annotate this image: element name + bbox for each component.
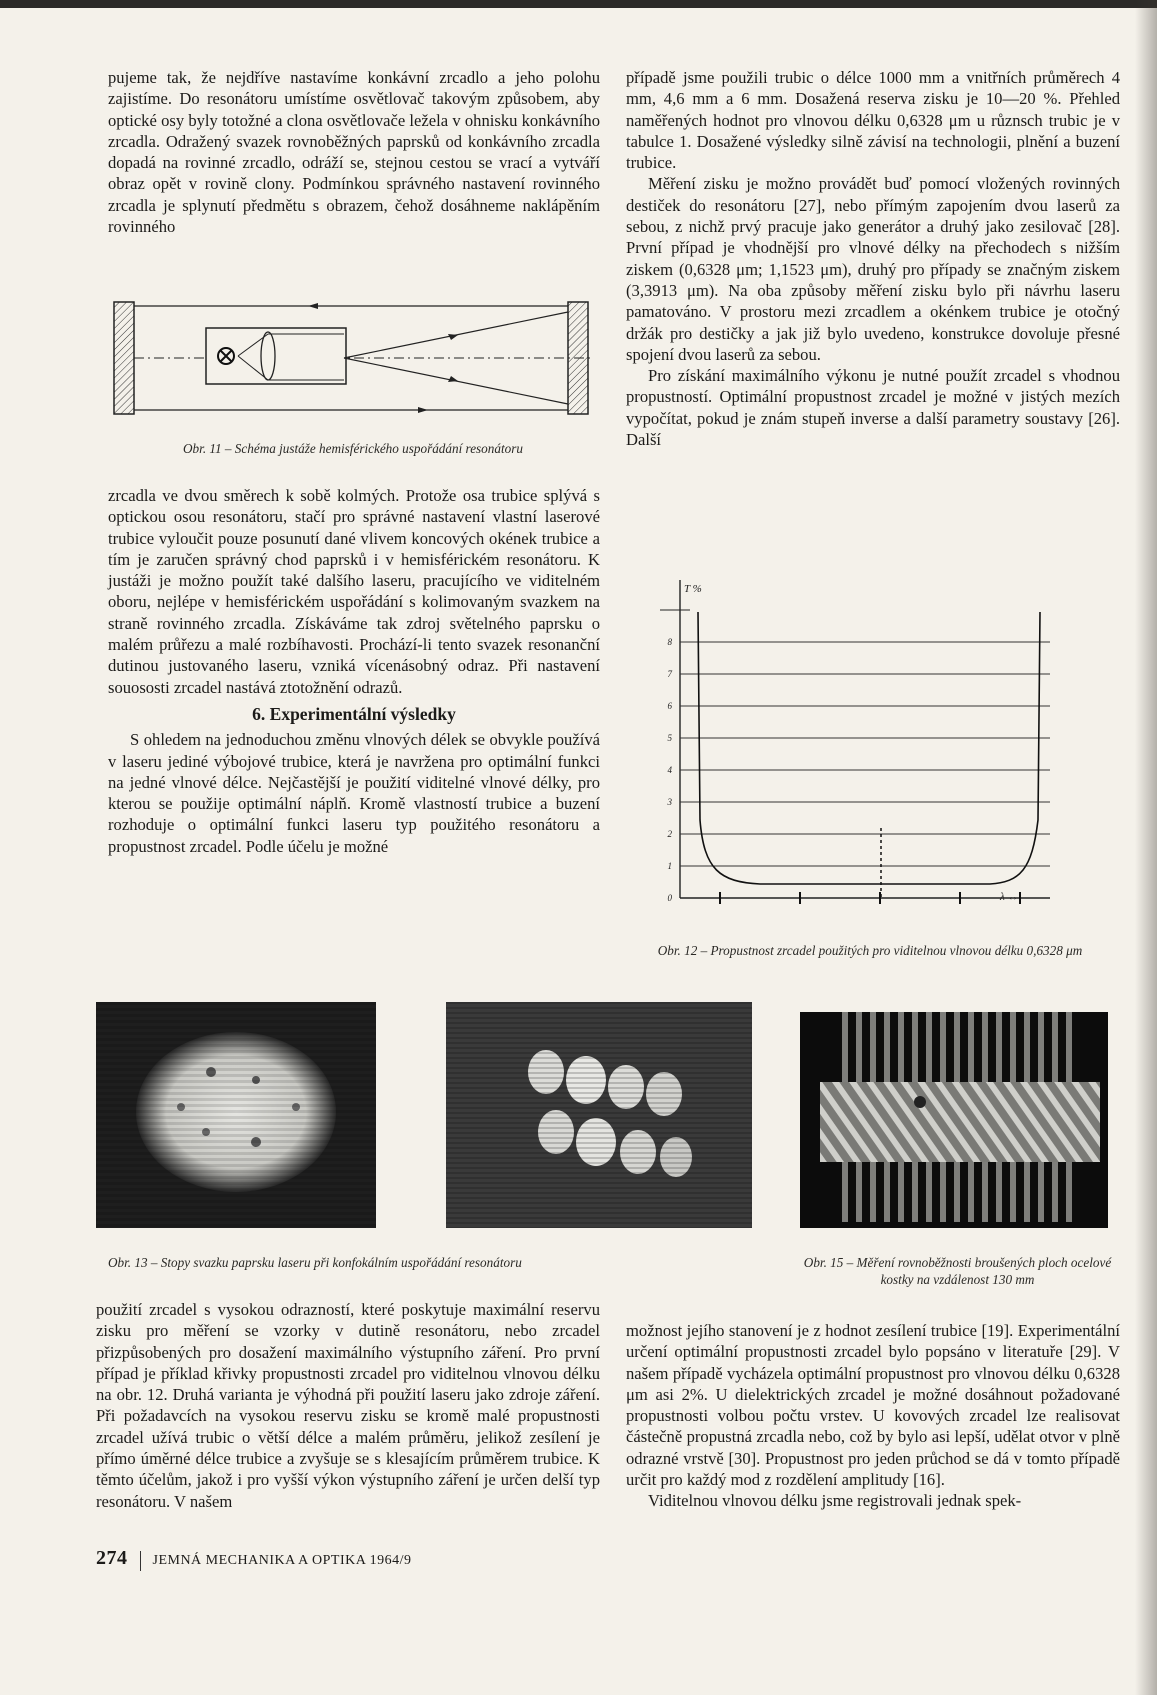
y-tick-label: 3 <box>667 797 672 807</box>
lens <box>261 332 275 380</box>
scan-top-edge <box>0 0 1157 8</box>
figure-13-photo-left <box>96 1002 376 1228</box>
paragraph: Pro získání maximálního výkonu je nutné použít zrcadel s vhodnou propustností. Optimální propustnost zrcadel je možné v jistých mezích vypočítat, pokud je znám stupeň inverse a další parametry soustavy [26]. Další <box>626 366 1120 450</box>
page-number: 274 <box>96 1547 128 1569</box>
figure-11-schematic <box>108 292 598 432</box>
figure-15-photo <box>800 1012 1108 1228</box>
paragraph: S ohledem na jednoduchou změnu vlnových délek se obvykle používá v laseru jediné výbojové trubice, která je navržena pro optimální funkci na jedné vlnové délce. Nejčastější je použití viditelné vlnové délky, pro kterou se použije optimální náplň. Kromě vlastností trubice a buzení rozhoduje o optimální funkci laseru typ použitého resonátoru a propustnost zrcadel. Podle účelu je možné <box>108 730 600 856</box>
figure-12-chart <box>660 570 1070 928</box>
y-tick-label: 8 <box>667 637 672 647</box>
figure-13-caption: Obr. 13 – Stopy svazku paprsku laseru při konfokálním uspořádání resonátoru <box>108 1255 522 1270</box>
transmission-curve <box>698 612 1040 884</box>
y-tick-label: 0 <box>667 893 672 903</box>
paragraph: možnost jejího stanovení je z hodnot zesílení trubice [19]. Experimentální určení optimální propustnosti zrcadel bylo popsáno v literatuře [29]. V našem případě vycházela optimální propustnost pro vlnovou délku 0,6328 μm asi 2%. U dielektrických zrcadel je možné dosáhnout požadované propustnosti volbou počtu vrstev. U kovových zrcadel lze realisovat částečně propustná zrcadla nebo, což by bylo asi lepší, udělat otvor v plně odrazné vrstvě [30]. Propustnost pro jeden průchod se dá v tomto případě určit pro každý mod z rozdělení amplitudy [16]. <box>626 1321 1120 1490</box>
y-tick-label: 2 <box>667 829 672 839</box>
y-tick-label: 7 <box>667 669 672 679</box>
paragraph: zrcadla ve dvou směrech k sobě kolmých. Protože osa trubice splývá s optickou osou resonátoru, stačí pro správné nastavení vlastní laserové trubice vyloučit pouze posunutí dané vlivem koncových okének trubice a tím je zaručen správný chod paprsků i v hemisférickém resonátoru. K justáži je možno použít také dalšího laseru, pracujícího ve viditelném oboru, nejlépe v hemisférickém uspořádání s kolimovaným svazkem na straně rovinného zrcadla. Získáváme tak zdroj světelného paprsku o malém průřezu a malé rozbíhavosti. Prochází-li tento svazek resonanční dutinou justovaného laseru, vzniká vícenásobný odraz. Při nastavení souososti zrcadel nastává ztotožnění odrazů. <box>108 486 600 697</box>
plane-mirror <box>114 302 134 414</box>
y-axis-label: T % <box>684 583 702 595</box>
page-footer <box>96 1547 411 1571</box>
paragraph: pujeme tak, že nejdříve nastavíme konkávní zrcadlo a jeho polohu zajistíme. Do resonátoru umístíme osvětlovač takovým způsobem, aby optické osy byly totožné a clona osvětlovače ležela v ohnisku konkávního zrcadla. Odražený svazek rovnoběžných paprsků od konkávního zrcadla dopadá na rovinné zrcadlo, odráží se, stejnou cestou se vrací a vytváří obraz opět v rovině clony. Podmínkou správného nastavení rovinného zrcadla je splynutí předmětu s obrazem, čehož dosáhneme naklápěním rovinného <box>108 68 600 237</box>
y-tick-label: 1 <box>667 861 672 871</box>
column-left-middle <box>108 485 600 857</box>
figure-15-caption: Obr. 15 – Měření rovnoběžnosti broušených ploch ocelové kostky na vzdálenost 130 mm <box>803 1255 1112 1287</box>
column-left-top <box>108 67 600 237</box>
paragraph: Viditelnou vlnovou délku jsme registrovali jednak spek- <box>648 1491 1022 1511</box>
column-left-bottom <box>96 1299 600 1512</box>
journal-name: JEMNÁ MECHANIKA A OPTIKA 1964/9 <box>152 1553 412 1568</box>
section-heading: 6. Experimentální výsledky <box>252 703 456 724</box>
y-tick-label: 6 <box>667 701 672 711</box>
y-tick-label: 5 <box>667 733 672 743</box>
figure-12-caption: Obr. 12 – Propustnost zrcadel použitých pro viditelnou vlnovou délku 0,6328 μm <box>657 943 1083 958</box>
figure-11-caption: Obr. 11 – Schéma justáže hemisférického uspořádání resonátoru <box>183 441 523 456</box>
x-axis-label: λ ↔ <box>1000 891 1019 903</box>
scan-edge-shadow <box>1135 0 1157 1695</box>
footer-divider <box>140 1551 141 1571</box>
column-right-bottom <box>626 1320 1120 1512</box>
paragraph: použití zrcadel s vysokou odrazností, které poskytuje maximální reservu zisku pro měření se vzorky v dutině resonátoru, nebo zrcadel přizpůsobených pro dosažení maximálního výstupního záření. Pro první případ je příklad křivky propustnosti zrcadel pro viditelnou vlnovou délku na obr. 12. Druhá varianta je výhodná při použití laseru jako zdroje záření. Při požadavcích na vysokou reservu zisku se kromě malé propustnosti zrcadel užívá trubic o větší délce a malém průměru, jelikož zesílení je přímo úměrné délce trubice a zvyšuje se s klesajícím průměrem trubice. K těmto účelům, jakož i pro vyšší výkon výstupního záření je určen delší typ resonátoru. V našem <box>96 1300 600 1511</box>
paragraph: případě jsme použili trubic o délce 1000 mm a vnitřních průměrech 4 mm, 4,6 mm a 6 mm. Dosažená reserva zisku je 10—20 %. Přehled naměřených hodnot pro vlnovou délku 0,6328 μm u různsch trubic je v tabulce 1. Dosažené výsledky silně závisí na technologii, plnění a buzení trubice. <box>626 68 1120 173</box>
column-right-top <box>626 67 1120 450</box>
paragraph: Měření zisku je možno provádět buď pomocí vložených rovinných destiček do resonátoru [27], nebo přímým zapojením dvou laserů za sebou, z nichž prvý pracuje jako generátor a druhý jako zesilovač [28]. První případ je vhodnější pro vlnové délky na přechodech s nižším ziskem (0,6328 μm; 1,1523 μm), druhý pro případy se značným ziskem (3,3913 μm). Na oba způsoby měření zisku bylo při návrhu laseru pamatováno. V prostoru mezi zrcadlem a okénkem trubice je otočný držák pro destičky a jak již bylo uvedeno, konstrukce dovoluje přesné spojení dvou laserů za sebou. <box>626 174 1120 364</box>
y-tick-label: 4 <box>667 765 672 775</box>
figure-13-photo-middle <box>446 1002 752 1228</box>
